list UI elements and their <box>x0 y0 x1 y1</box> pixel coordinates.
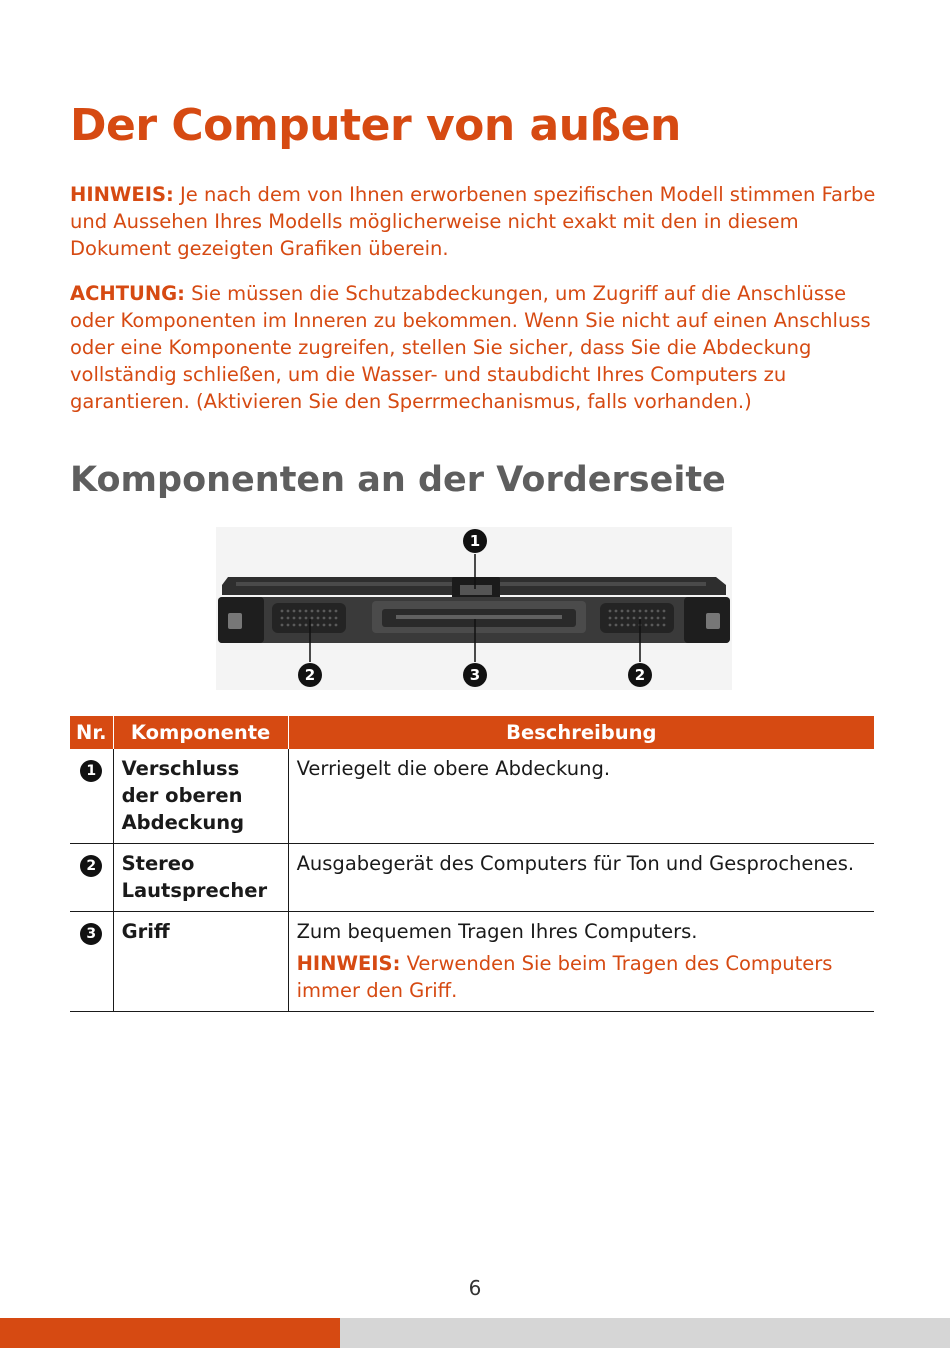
hinweis-text: Je nach dem von Ihnen erworbenen spezifischen Modell stimmen Farbe und Aussehen Ihres Modells möglicherweise nicht exakt mit den in diesem Dokument gezeigten Grafiken überein. <box>70 183 876 260</box>
callout-1-label: 1 <box>469 532 481 550</box>
footer-accent-bar <box>0 1318 340 1348</box>
component-name: Griff <box>113 912 288 1012</box>
header-komponente: Komponente <box>113 716 288 749</box>
table-row <box>70 912 874 1012</box>
component-name: Stereo Lautsprecher <box>113 844 288 912</box>
section-title: Komponenten an der Vorderseite <box>70 460 726 500</box>
callout-2-right-label: 2 <box>634 666 646 684</box>
header-beschreibung: Beschreibung <box>288 716 874 749</box>
row-number-badge: 2 <box>80 855 102 877</box>
note-text: Verwenden Sie beim Tragen des Computers immer den Griff. <box>296 952 833 1002</box>
component-name: Verschluss der oberen Abdeckung <box>113 749 288 844</box>
hinweis-label: HINWEIS: <box>70 183 174 206</box>
row-number-badge: 1 <box>80 760 102 782</box>
row-number-badge: 3 <box>80 923 102 945</box>
callout-1-marker <box>463 529 487 553</box>
page-number: 6 <box>468 1276 482 1300</box>
callout-2-right-marker <box>628 663 652 687</box>
footer-gray-bar <box>340 1318 950 1348</box>
table-row <box>70 844 874 912</box>
handle-note <box>297 950 866 1004</box>
component-description: Zum bequemen Tragen Ihres Computers. <box>296 920 698 943</box>
achtung-label: ACHTUNG: <box>70 282 185 305</box>
callout-3-marker <box>463 663 487 687</box>
achtung-paragraph <box>70 280 882 415</box>
table-header-row <box>70 716 874 749</box>
achtung-text: Sie müssen die Schutzabdeckungen, um Zugriff auf die Anschlüsse oder Komponenten im Inneren zu bekommen. Wenn Sie nicht auf einen Anschluss oder eine Komponente zugreifen, stellen Sie sicher, dass Sie die Abdeckung vollständig schließen, um die Wasser- und staubdicht Ihres Computers zu garantieren. (Aktivieren Sie den Sperrmechanismus, falls vorhanden.) <box>70 282 871 413</box>
callout-3-label: 3 <box>469 666 481 684</box>
component-description: Verriegelt die obere Abdeckung. <box>288 749 874 844</box>
page-title: Der Computer von außen <box>70 100 681 151</box>
components-table <box>70 716 874 1012</box>
header-nr: Nr. <box>70 716 113 749</box>
table-row <box>70 749 874 844</box>
note-label: HINWEIS: <box>296 952 401 975</box>
component-description: Ausgabegerät des Computers für Ton und Gesprochenes. <box>288 844 874 912</box>
laptop-front-figure <box>216 527 732 690</box>
callout-2-left-label: 2 <box>304 666 316 684</box>
hinweis-paragraph <box>70 181 882 262</box>
callout-2-left-marker <box>298 663 322 687</box>
